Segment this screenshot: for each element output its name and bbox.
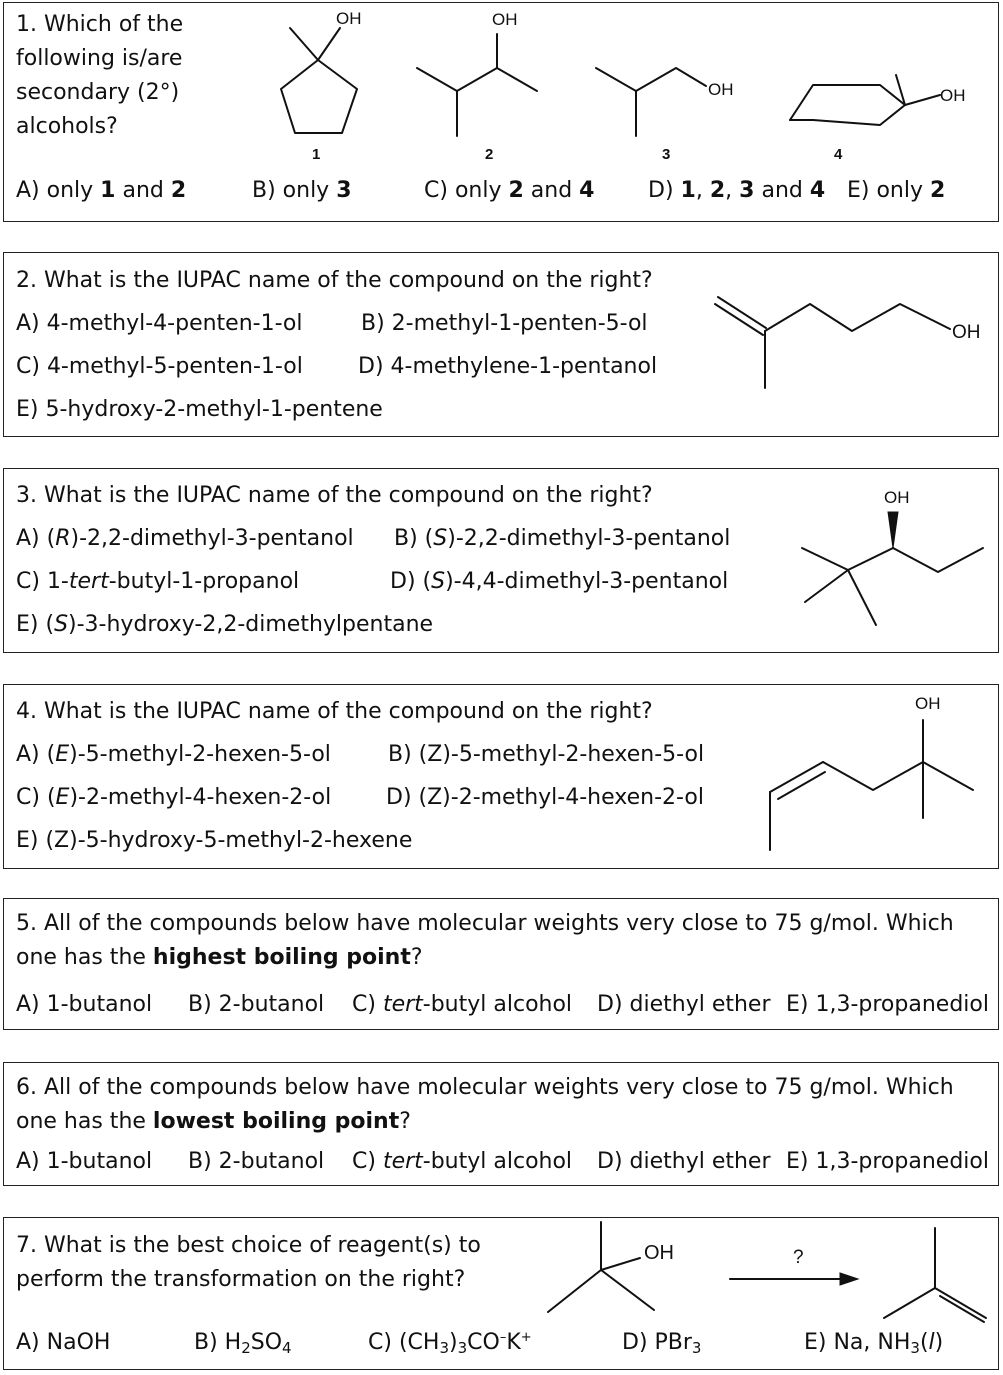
q2-choice-d[interactable]: D) 4-methylene-1-pentanol	[358, 354, 658, 379]
q3-choice-e[interactable]: E) (S)-3-hydroxy-2,2-dimethylpentane	[16, 612, 434, 637]
q7-choice-c[interactable]: C) $(CH_3)_3CO^-K^+$	[368, 1330, 532, 1357]
q3-oh-label: OH	[884, 488, 910, 507]
q4-oh-label: OH	[915, 694, 941, 713]
q5-question-line1: 5. All of the compounds below have molecular weights very close to 75 g/mol. Which	[16, 911, 954, 936]
q3-choice-c[interactable]: C) 1-tert-butyl-1-propanol	[16, 569, 300, 594]
q4-question: 4. What is the IUPAC name of the compound on the right?	[16, 699, 653, 724]
q1-question-line2: following is/are	[16, 46, 183, 71]
q7-choice-d[interactable]: D) PBr$_3$	[622, 1330, 702, 1357]
q2-question: 2. What is the IUPAC name of the compound on the right?	[16, 268, 653, 293]
q2-choice-b[interactable]: B) 2-methyl-1-penten-5-ol	[361, 311, 648, 336]
q2-choice-c[interactable]: C) 4-methyl-5-penten-1-ol	[16, 354, 303, 379]
q5-choice-a[interactable]: A) 1-butanol	[16, 992, 153, 1017]
q1-question-line3: secondary (2°)	[16, 80, 180, 105]
q1-structure-3-oh-label: OH	[708, 80, 734, 99]
q6-choice-b[interactable]: B) 2-butanol	[188, 1149, 325, 1174]
q6-choice-e[interactable]: E) 1,3-propanediol	[786, 1149, 989, 1174]
q6-choice-c[interactable]: C) tert-butyl alcohol	[352, 1149, 573, 1174]
q7-choice-e[interactable]: E) Na, $NH_3(l)$	[804, 1330, 944, 1357]
q1-choice-e[interactable]: E) only 2	[847, 178, 946, 203]
q1-structure-4-oh-label: OH	[940, 86, 966, 105]
q4-choice-b[interactable]: B) (Z)-5-methyl-2-hexen-5-ol	[388, 742, 705, 767]
q3-choice-d[interactable]: D) (S)-4,4-dimethyl-3-pentanol	[390, 569, 729, 594]
q1-choice-a[interactable]: A) only 1 and 2	[16, 178, 187, 203]
q1-structure-2-number: 2	[485, 146, 494, 163]
q5-choice-c[interactable]: C) tert-butyl alcohol	[352, 992, 573, 1017]
q1-question-line4: alcohols?	[16, 114, 118, 139]
q4-choice-e[interactable]: E) (Z)-5-hydroxy-5-methyl-2-hexene	[16, 828, 413, 853]
q6-question-line2: one has the lowest boiling point?	[16, 1109, 411, 1134]
q4-choice-c[interactable]: C) (E)-2-methyl-4-hexen-2-ol	[16, 785, 332, 810]
q2-choice-e[interactable]: E) 5-hydroxy-2-methyl-1-pentene	[16, 397, 383, 422]
q2-oh-label: OH	[952, 322, 981, 343]
q4-choice-d[interactable]: D) (Z)-2-methyl-4-hexen-2-ol	[386, 785, 704, 810]
q1-structure-3-number: 3	[662, 146, 671, 163]
q1-choice-c[interactable]: C) only 2 and 4	[424, 178, 595, 203]
q4-choice-a[interactable]: A) (E)-5-methyl-2-hexen-5-ol	[16, 742, 331, 767]
q5-choice-e[interactable]: E) 1,3-propanediol	[786, 992, 989, 1017]
q7-question-line2: perform the transformation on the right?	[16, 1267, 466, 1292]
q6-choice-d[interactable]: D) diethyl ether	[597, 1149, 771, 1174]
q1-choice-d[interactable]: D) 1, 2, 3 and 4	[648, 178, 826, 203]
q1-question-line1: 1. Which of the	[16, 12, 184, 37]
q1-structure-2-oh-label: OH	[492, 10, 518, 29]
q7-choice-b[interactable]: B) $H_2SO_4$	[194, 1330, 292, 1357]
q1-choice-b[interactable]: B) only 3	[252, 178, 352, 203]
q3-choice-b[interactable]: B) (S)-2,2-dimethyl-3-pentanol	[394, 526, 731, 551]
q1-structure-1-number: 1	[312, 146, 321, 163]
q6-choice-a[interactable]: A) 1-butanol	[16, 1149, 153, 1174]
q1-structure-1-oh-label: OH	[336, 9, 362, 28]
q2-choice-a[interactable]: A) 4-methyl-4-penten-1-ol	[16, 311, 303, 336]
q7-oh-label: OH	[644, 1242, 674, 1264]
q5-choice-b[interactable]: B) 2-butanol	[188, 992, 325, 1017]
q5-choice-d[interactable]: D) diethyl ether	[597, 992, 771, 1017]
q7-question-line1: 7. What is the best choice of reagent(s) to	[16, 1233, 481, 1258]
q7-arrow-label: ?	[793, 1247, 804, 1268]
q7-choice-a[interactable]: A) NaOH	[16, 1330, 111, 1355]
q1-structure-4-number: 4	[834, 146, 843, 163]
q3-choice-a[interactable]: A) (R)-2,2-dimethyl-3-pentanol	[16, 526, 354, 551]
q6-question-line1: 6. All of the compounds below have molecular weights very close to 75 g/mol. Which	[16, 1075, 954, 1100]
q5-question-line2: one has the highest boiling point?	[16, 945, 423, 970]
q3-question: 3. What is the IUPAC name of the compound on the right?	[16, 483, 653, 508]
